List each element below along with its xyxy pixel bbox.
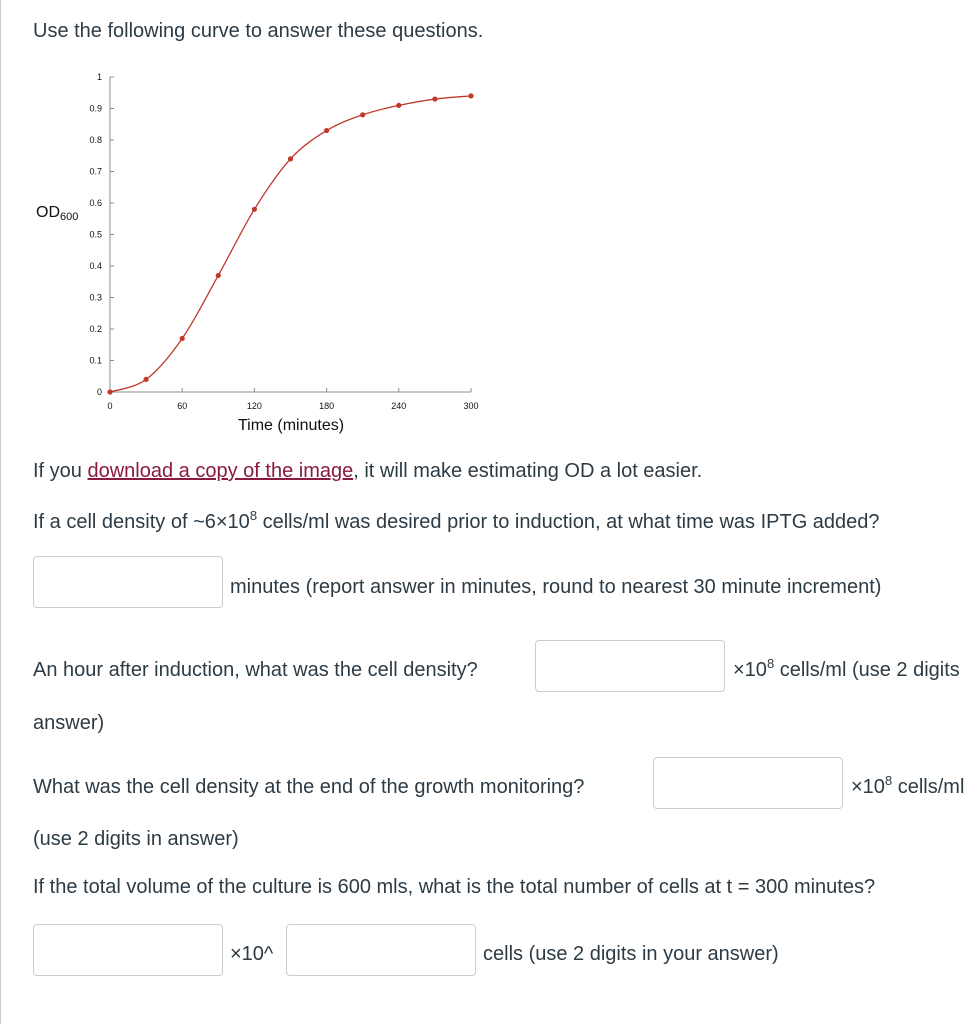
y-tick-label: 0.9 [89, 103, 102, 114]
y-axis-label [36, 204, 78, 223]
answer-4-exponent-label: ×10^ [230, 943, 274, 965]
answer-4-mantissa-input[interactable] [33, 924, 223, 976]
question-2-text: An hour after induction, what was the cell density? [33, 659, 478, 681]
note-text-after: , it will make estimating OD a lot easier. [353, 460, 703, 482]
data-point [396, 103, 401, 108]
x-axis-label: Time (minutes) [237, 417, 345, 434]
y-tick-label: 0.3 [89, 292, 102, 303]
answer-4-exponent-input[interactable] [286, 924, 476, 976]
data-point [432, 96, 437, 101]
question-2-continuation: answer) [33, 712, 105, 734]
x-tick-label: 120 [246, 401, 262, 411]
data-point [252, 207, 257, 212]
x-tick-label: 60 [177, 401, 188, 411]
y-axis-label-main: OD [36, 204, 60, 221]
y-tick-label: 0.7 [89, 166, 102, 177]
y-tick-label: 0.6 [89, 198, 102, 208]
question-4-text: If the total volume of the culture is 600 mls, what is the total number of cells at t = 300 minutes? [33, 876, 876, 898]
download-note [33, 460, 702, 483]
left-border [0, 0, 1, 1024]
x-tick-label: 0 [107, 401, 113, 411]
y-tick-label: 0.5 [89, 229, 102, 240]
data-point [180, 336, 185, 341]
download-image-link[interactable]: download a copy of the image [87, 460, 354, 482]
data-point [468, 93, 473, 98]
data-point [216, 273, 221, 278]
y-tick-label: 0.2 [89, 324, 102, 334]
answer-1-suffix: minutes (report answer in minutes, round to nearest 30 minute increment) [230, 576, 882, 598]
intro-text: Use the following curve to answer these questions. [33, 20, 484, 42]
x-tick-label: 300 [463, 401, 479, 411]
y-tick-label: 0.4 [89, 261, 102, 271]
question-3-continuation: (use 2 digits in answer) [33, 828, 239, 850]
data-point [360, 112, 365, 117]
data-point [288, 156, 293, 161]
y-tick-label: 0 [96, 387, 102, 397]
y-axis-label-sub: 600 [60, 211, 79, 223]
question-1-text: If a cell density of $\sim 6\times 10^8$ cells/ml was desired prior to induction, at what time was IPTG added? [33, 508, 880, 533]
answer-2-unit: $\times 10^8$ cells/ml (use 2 digits [733, 656, 960, 681]
data-point [107, 389, 112, 394]
data-point [144, 377, 149, 382]
answer-3-unit: $\times 10^8$ cells/ml [851, 773, 965, 798]
growth-curve-chart [30, 68, 490, 438]
y-tick-label: 0.8 [89, 135, 102, 145]
y-tick-label: 0.1 [89, 355, 102, 366]
answer-3-input[interactable] [653, 757, 843, 809]
y-tick-label: 1 [96, 72, 102, 82]
x-tick-label: 180 [319, 401, 335, 411]
x-tick-label: 240 [391, 401, 407, 411]
data-point [324, 128, 329, 133]
answer-2-input[interactable] [535, 640, 725, 692]
note-text-before: If you [33, 460, 88, 482]
answer-4-suffix: cells (use 2 digits in your answer) [483, 943, 779, 965]
od600-series-line [110, 96, 471, 392]
answer-1-input[interactable] [33, 556, 223, 608]
question-3-text: What was the cell density at the end of the growth monitoring? [33, 776, 585, 798]
